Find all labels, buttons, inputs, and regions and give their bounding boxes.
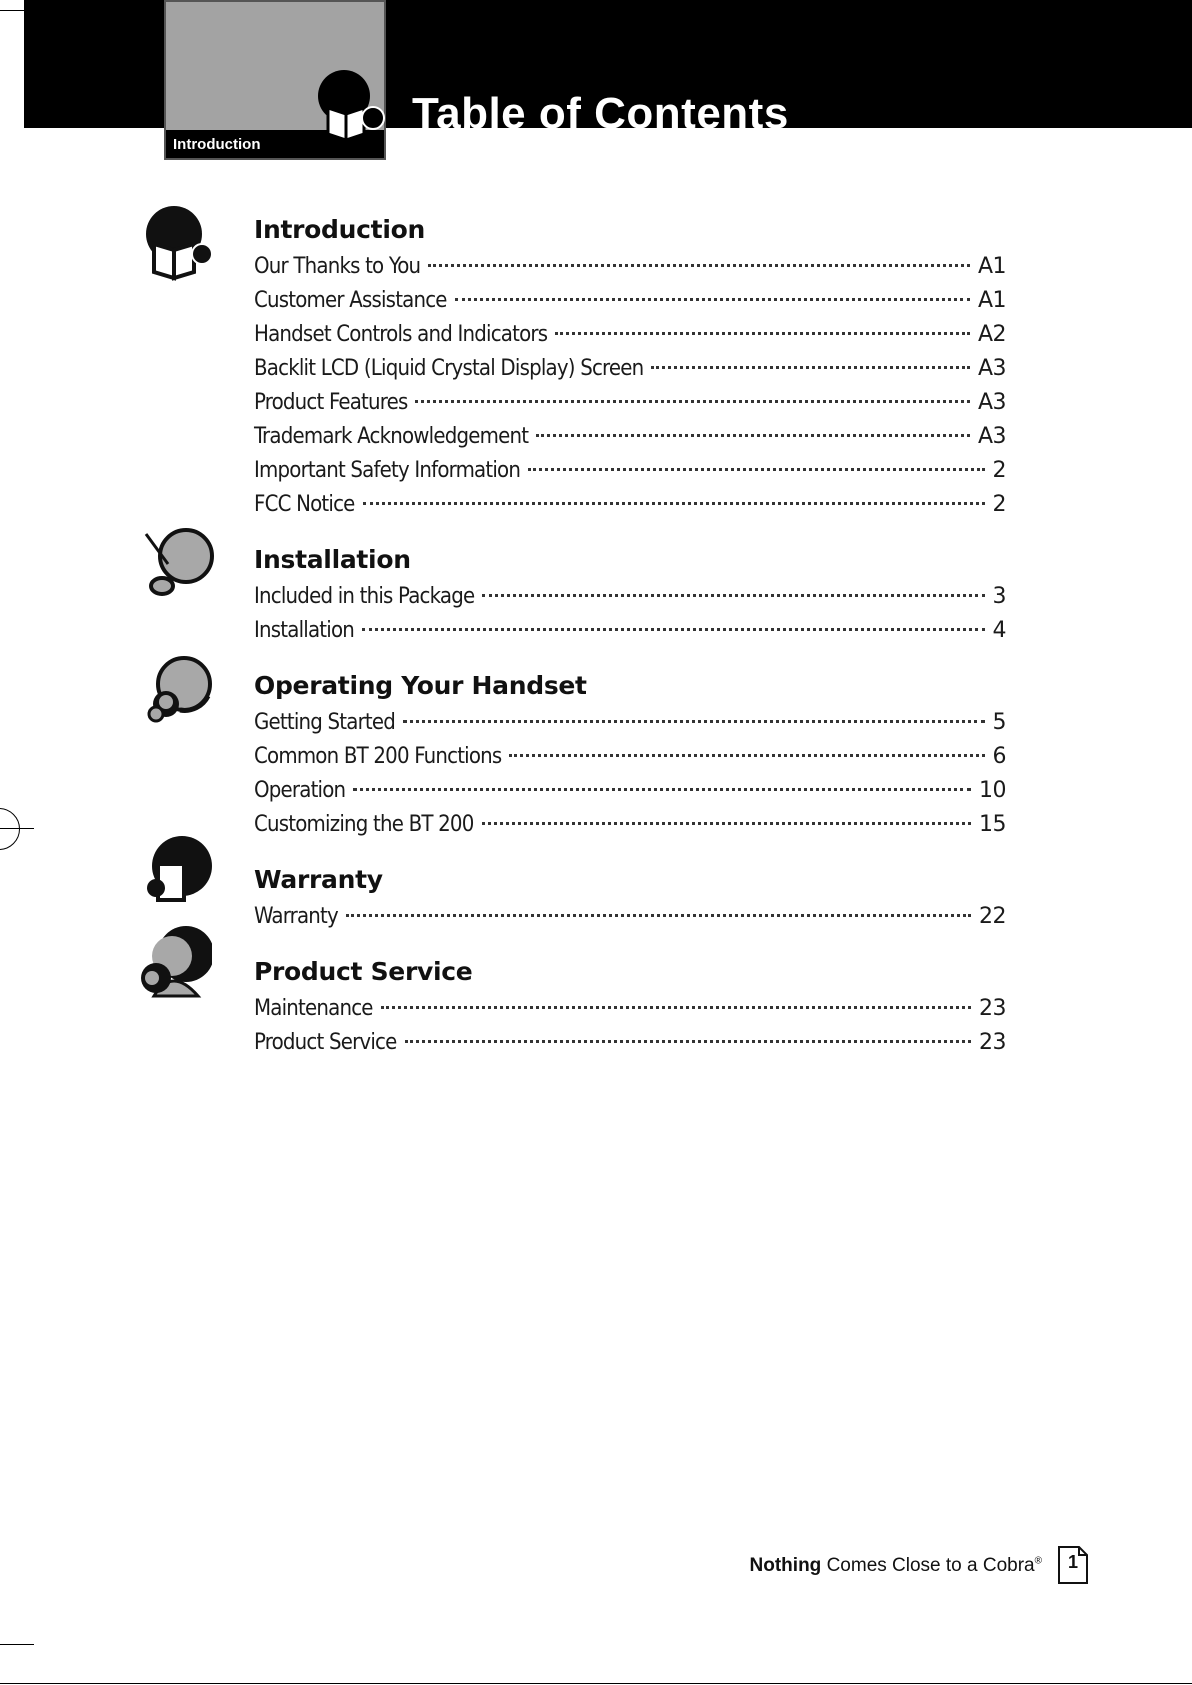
toc-entry[interactable] <box>254 420 1006 454</box>
book-icon <box>140 204 220 284</box>
toc-section-operating-your-handset <box>254 666 1006 842</box>
dot-leader <box>415 400 969 403</box>
footer-slogan <box>750 1555 1042 1577</box>
toc-section-introduction <box>254 210 1006 522</box>
toc-entry[interactable] <box>254 900 1006 934</box>
entry-page-number: A1 <box>977 288 1006 313</box>
toc-entry[interactable] <box>254 352 1006 386</box>
toc-entry[interactable] <box>254 614 1006 648</box>
table-of-contents <box>254 210 1006 1060</box>
entry-title: Maintenance <box>254 996 373 1021</box>
section-heading: Warranty <box>254 865 383 894</box>
toc-entry[interactable] <box>254 808 1006 842</box>
service-person-icon <box>132 922 212 1002</box>
dot-leader <box>405 1040 972 1043</box>
toc-entry[interactable] <box>254 580 1006 614</box>
dot-leader <box>455 298 970 301</box>
entry-title: Our Thanks to You <box>254 254 421 279</box>
toc-entry[interactable] <box>254 774 1006 808</box>
entry-page-number: 2 <box>992 458 1006 483</box>
slogan-text: Comes Close to a Cobra <box>821 1555 1035 1576</box>
entry-title: Installation <box>254 618 355 643</box>
toc-entry[interactable] <box>254 318 1006 352</box>
entry-page-number: 22 <box>979 904 1006 929</box>
page-title: Table of Contents <box>412 89 789 138</box>
crop-mark <box>0 1683 1192 1684</box>
entry-page-number: 23 <box>979 1030 1006 1055</box>
dot-leader <box>482 594 984 597</box>
entry-page-number: 6 <box>992 744 1006 769</box>
toc-entry[interactable] <box>254 284 1006 318</box>
entry-title: Handset Controls and Indicators <box>254 322 548 347</box>
toc-entry[interactable] <box>254 1026 1006 1060</box>
dot-leader <box>528 468 984 471</box>
entry-page-number: 2 <box>992 492 1006 517</box>
slogan-bold: Nothing <box>749 1555 822 1576</box>
toc-entry[interactable] <box>254 454 1006 488</box>
toc-entry[interactable] <box>254 706 1006 740</box>
entry-title: Product Service <box>254 1030 397 1055</box>
entry-page-number: A1 <box>977 254 1006 279</box>
toc-section-warranty <box>254 860 1006 934</box>
dot-leader <box>482 822 971 825</box>
entry-title: Customer Assistance <box>254 288 447 313</box>
entry-title: Getting Started <box>254 710 396 735</box>
entry-title: Included in this Package <box>254 584 475 609</box>
entry-title: Trademark Acknowledgement <box>254 424 529 449</box>
dot-leader <box>363 502 985 505</box>
toc-entry[interactable] <box>254 740 1006 774</box>
page-number: 1 <box>1067 1552 1078 1572</box>
section-tab-label: Introduction <box>164 130 386 160</box>
dot-leader <box>536 434 970 437</box>
entry-page-number: A3 <box>977 390 1006 415</box>
dot-leader <box>555 332 970 335</box>
section-heading: Installation <box>254 545 411 574</box>
crop-mark <box>0 1644 34 1645</box>
entry-title: Common BT 200 Functions <box>254 744 502 769</box>
registered-mark: ® <box>1034 1555 1042 1567</box>
entry-title: Operation <box>254 778 346 803</box>
dot-leader <box>362 628 984 631</box>
dot-leader <box>353 788 971 791</box>
toc-entry[interactable] <box>254 386 1006 420</box>
toc-entry[interactable] <box>254 488 1006 522</box>
entry-page-number: A3 <box>977 356 1006 381</box>
entry-title: Important Safety Information <box>254 458 521 483</box>
toc-entry[interactable] <box>254 992 1006 1026</box>
entry-page-number: 3 <box>992 584 1006 609</box>
section-heading: Introduction <box>254 215 425 244</box>
book-icon <box>310 68 390 148</box>
entry-title: FCC Notice <box>254 492 355 517</box>
screwdriver-icon <box>138 524 218 604</box>
entry-title: Customizing the BT 200 <box>254 812 474 837</box>
entry-page-number: 10 <box>979 778 1006 803</box>
entry-page-number: 4 <box>992 618 1006 643</box>
entry-title: Product Features <box>254 390 408 415</box>
entry-title: Warranty <box>254 904 338 929</box>
toc-entry[interactable] <box>254 250 1006 284</box>
toc-section-installation <box>254 540 1006 648</box>
handset-icon <box>140 652 220 732</box>
dot-leader <box>381 1006 971 1009</box>
dot-leader <box>346 914 971 917</box>
entry-title: Backlit LCD (Liquid Crystal Display) Screen <box>254 356 644 381</box>
dot-leader <box>403 720 984 723</box>
dot-leader <box>509 754 984 757</box>
section-heading: Product Service <box>254 957 473 986</box>
dot-leader <box>428 264 970 267</box>
entry-page-number: 5 <box>992 710 1006 735</box>
document-icon <box>140 834 220 914</box>
registration-mark <box>0 808 20 850</box>
entry-page-number: 23 <box>979 996 1006 1021</box>
dot-leader <box>651 366 970 369</box>
toc-section-product-service <box>254 952 1006 1060</box>
entry-page-number: A3 <box>977 424 1006 449</box>
section-heading: Operating Your Handset <box>254 671 587 700</box>
entry-page-number: A2 <box>977 322 1006 347</box>
entry-page-number: 15 <box>979 812 1006 837</box>
